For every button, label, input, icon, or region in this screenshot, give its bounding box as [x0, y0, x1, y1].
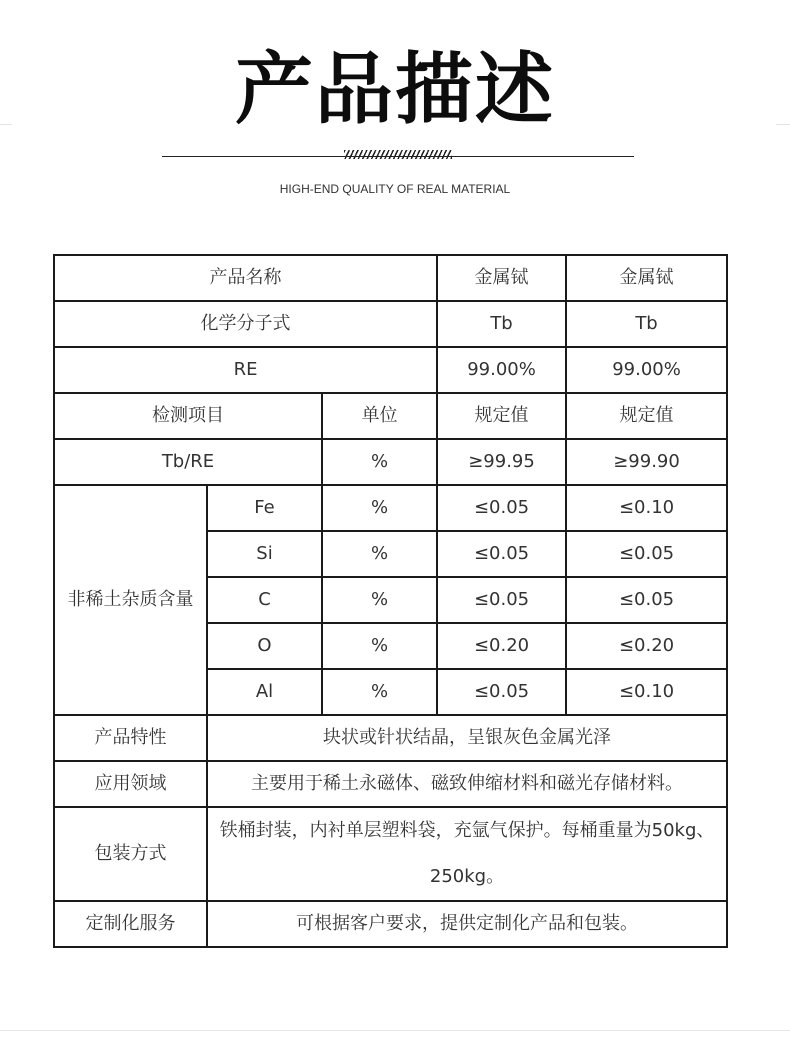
formula-value: Tb [437, 301, 566, 347]
formula-value: Tb [566, 301, 727, 347]
tbre-label: Tb/RE [54, 439, 322, 485]
impurity-group-label: 非稀土杂质含量 [54, 485, 207, 715]
tbre-value: ≥99.90 [566, 439, 727, 485]
applications-value: 主要用于稀土永磁体、磁致伸缩材料和磁光存储材料。 [207, 761, 727, 807]
spec-table [53, 254, 728, 948]
impurity-unit: % [322, 485, 437, 531]
impurity-unit: % [322, 669, 437, 715]
impurity-value: ≤0.05 [566, 531, 727, 577]
spec-header: 规定值 [437, 393, 566, 439]
bottom-border [0, 1030, 790, 1031]
customization-label: 定制化服务 [54, 901, 207, 947]
table-row [54, 807, 727, 901]
impurity-value: ≤0.10 [566, 669, 727, 715]
impurity-value: ≤0.05 [437, 577, 566, 623]
tbre-unit: % [322, 439, 437, 485]
table-row [54, 393, 727, 439]
test-item-header: 检测项目 [54, 393, 322, 439]
impurity-value: ≤0.05 [437, 485, 566, 531]
impurity-element: C [207, 577, 322, 623]
page-title: 产品描述 [234, 45, 555, 135]
impurity-value: ≤0.10 [566, 485, 727, 531]
table-row [54, 485, 727, 531]
re-value: 99.00% [566, 347, 727, 393]
impurity-value: ≤0.20 [437, 623, 566, 669]
tbre-value: ≥99.95 [437, 439, 566, 485]
page-subtitle: HIGH-END QUALITY OF REAL MATERIAL [279, 182, 511, 196]
table-row [54, 347, 727, 393]
table-row [54, 255, 727, 301]
product-name-value: 金属铽 [437, 255, 566, 301]
impurity-value: ≤0.05 [437, 669, 566, 715]
spec-header: 规定值 [566, 393, 727, 439]
product-name-value: 金属铽 [566, 255, 727, 301]
edge-mark-right [776, 124, 790, 125]
properties-label: 产品特性 [54, 715, 207, 761]
divider-hatch-ornament [344, 150, 452, 159]
impurity-value: ≤0.05 [437, 531, 566, 577]
table-row [54, 301, 727, 347]
table-row [54, 715, 727, 761]
packaging-label: 包装方式 [54, 807, 207, 901]
impurity-unit: % [322, 531, 437, 577]
impurity-value: ≤0.05 [566, 577, 727, 623]
impurity-element: Al [207, 669, 322, 715]
applications-label: 应用领域 [54, 761, 207, 807]
impurity-unit: % [322, 623, 437, 669]
impurity-element: O [207, 623, 322, 669]
table-row [54, 761, 727, 807]
unit-header: 单位 [322, 393, 437, 439]
packaging-value: 铁桶封装，内衬单层塑料袋，充氩气保护。每桶重量为50kg、250kg。 [207, 807, 727, 901]
formula-label: 化学分子式 [54, 301, 437, 347]
re-value: 99.00% [437, 347, 566, 393]
re-label: RE [54, 347, 437, 393]
impurity-element: Si [207, 531, 322, 577]
table-row [54, 439, 727, 485]
impurity-value: ≤0.20 [566, 623, 727, 669]
customization-value: 可根据客户要求，提供定制化产品和包装。 [207, 901, 727, 947]
edge-mark-left [0, 124, 12, 125]
table-row [54, 901, 727, 947]
impurity-element: Fe [207, 485, 322, 531]
product-name-label: 产品名称 [54, 255, 437, 301]
impurity-unit: % [322, 577, 437, 623]
properties-value: 块状或针状结晶，呈银灰色金属光泽 [207, 715, 727, 761]
